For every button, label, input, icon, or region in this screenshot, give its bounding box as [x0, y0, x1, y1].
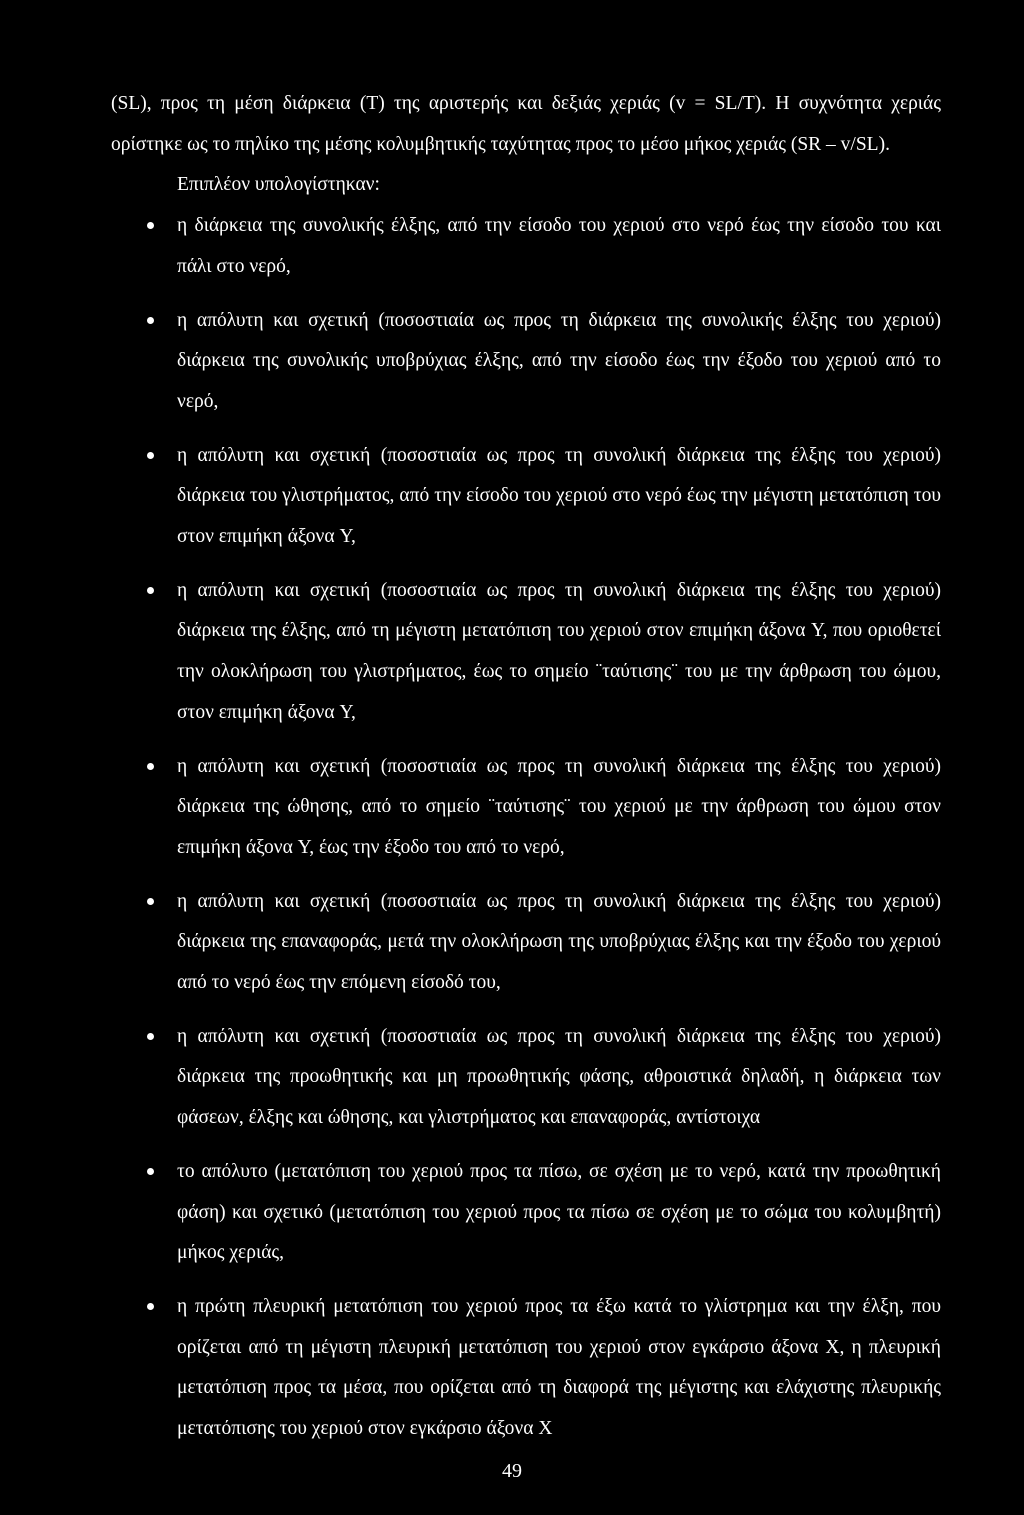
list-item: [111, 1152, 941, 1274]
list-item: [111, 1017, 941, 1139]
page-number: 49: [502, 1460, 522, 1482]
list-item-text: η απόλυτη και σχετική (ποσοστιαία ως προς τη συνολική διάρκεια της έλξης του χεριού) διάρκεια της έλξης, από τη μέγιστη μετατόπιση του χεριού στον επιμήκη άξονα Y, που οριοθετεί την ολοκλήρωση του γλιστρήματος, έως το σημείο ¨ταύτισης¨ του με την άρθρωση του ώμου, στον επιμήκη άξονα Y,: [177, 579, 941, 723]
list-intro: Επιπλέον υπολογίστηκαν:: [177, 174, 380, 196]
bullet-icon: [147, 898, 154, 905]
list-item-text: το απόλυτο (μετατόπιση του χεριού προς τα πίσω, σε σχέση με το νερό, κατά την προωθητική φάση) και σχετικό (μετατόπιση του χεριού προς τα πίσω σε σχέση με το σώμα του κολυμβητή) μήκος χεριάς,: [177, 1160, 941, 1264]
body-text: [111, 84, 941, 1463]
list-item-text: η πρώτη πλευρική μετατόπιση του χεριού προς τα έξω κατά το γλίστρημα και την έλξη, που ορίζεται από τη μέγιστη πλευρική μετατόπιση του χεριού στον εγκάρσιο άξονα X, η πλευρική μετατόπιση προς τα μέσα, που ορίζεται από τη διαφορά της μέγιστης και ελάχιστης πλευρικής μετατόπισης του χεριού στον εγκάρσιο άξονα X: [177, 1295, 941, 1440]
list-item-text: η απόλυτη και σχετική (ποσοστιαία ως προς τη συνολική διάρκεια της έλξης του χεριού) διάρκεια της ώθησης, από το σημείο ¨ταύτισης¨ του χεριού με την άρθρωση του ώμου στον επιμήκη άξονα Y, έως την έξοδο του από το νερό,: [177, 755, 941, 858]
bullet-icon: [147, 1168, 154, 1175]
bullet-list: [111, 206, 941, 1450]
list-item: [111, 747, 941, 869]
list-item: [111, 571, 941, 734]
list-item-text: η απόλυτη και σχετική (ποσοστιαία ως προς τη συνολική διάρκεια της έλξης του χεριού) διάρκεια της επαναφοράς, μετά την ολοκλήρωση της υποβρύχιας έλξης και την έξοδο του χεριού από το νερό έως την επόμενη είσοδό του,: [177, 890, 941, 994]
intro-paragraph: (SL), προς τη μέση διάρκεια (T) της αριστερής και δεξιάς χεριάς (v = SL/T). Η συχνότητα χεριάς ορίστηκε ως το πηλίκο της μέσης κολυμβητικής ταχύτητας προς το μέσο μήκος χεριάς (SR – v/SL).: [111, 93, 941, 155]
bullet-icon: [147, 222, 154, 229]
list-item: [111, 1287, 941, 1450]
list-item: [111, 436, 941, 558]
list-item: [111, 301, 941, 423]
bullet-icon: [147, 587, 154, 594]
list-item: [111, 206, 941, 287]
bullet-icon: [147, 452, 154, 459]
list-item-text: η διάρκεια της συνολικής έλξης, από την είσοδο του χεριού στο νερό έως την είσοδο του και πάλι στο νερό,: [177, 215, 941, 277]
bullet-icon: [147, 763, 154, 770]
list-item-text: η απόλυτη και σχετική (ποσοστιαία ως προς τη συνολική διάρκεια της έλξης του χεριού) διάρκεια της προωθητικής και μη προωθητικής φάσης, αθροιστικά δηλαδή, η διάρκεια των φάσεων, έλξης και ώθησης, και γλιστρήματος και επαναφοράς, αντίστοιχα: [177, 1025, 941, 1129]
bullet-icon: [147, 317, 154, 324]
list-item: [111, 882, 941, 1004]
bullet-icon: [147, 1033, 154, 1040]
bullet-icon: [147, 1303, 154, 1310]
list-item-text: η απόλυτη και σχετική (ποσοστιαία ως προς τη διάρκεια της συνολικής έλξης του χεριού) διάρκεια της συνολικής υποβρύχιας έλξης, από την είσοδο έως την έξοδο του χεριού από το νερό,: [177, 309, 941, 412]
list-item-text: η απόλυτη και σχετική (ποσοστιαία ως προς τη συνολική διάρκεια της έλξης του χεριού) διάρκεια του γλιστρήματος, από την είσοδο του χεριού στο νερό έως την μέγιστη μετατόπιση του στον επιμήκη άξονα Y,: [177, 444, 941, 548]
